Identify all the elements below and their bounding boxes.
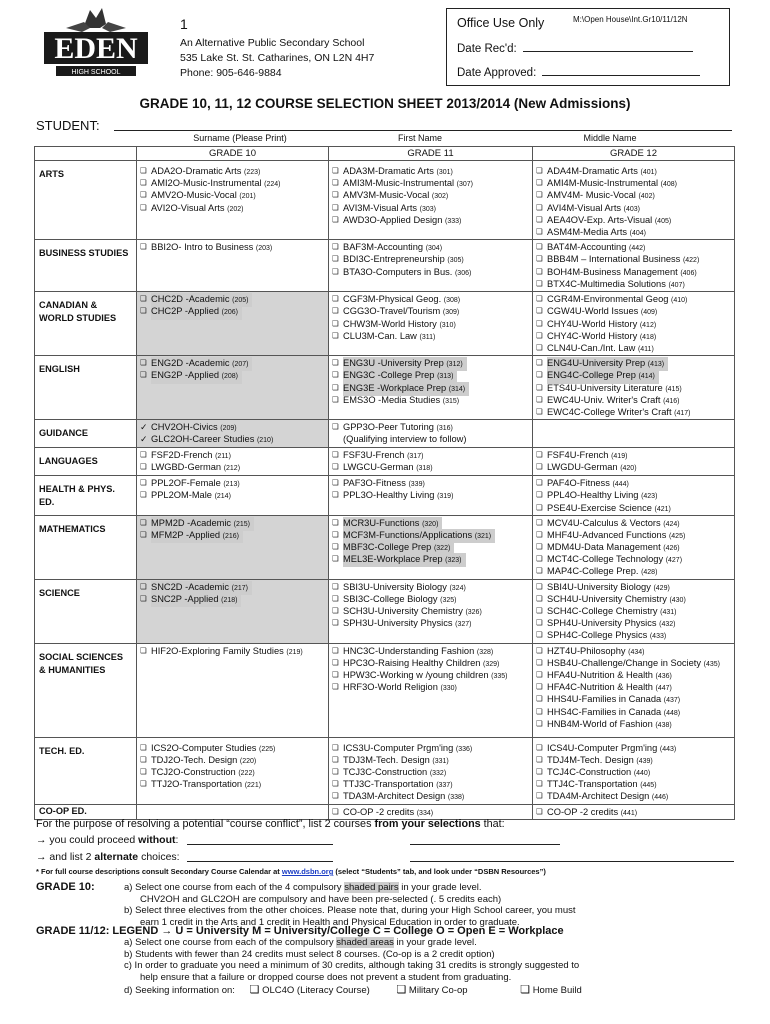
subject-label: ENGLISH xyxy=(35,356,137,420)
alternate-label: → and list 2 alternate choices: xyxy=(36,851,180,863)
course-cell-g10 xyxy=(137,579,329,643)
course-option[interactable]: ✓ GLC2OH-Career Studies (210) xyxy=(140,433,325,445)
course-option[interactable]: ❏ ADA4M-Dramatic Arts (401) xyxy=(536,165,731,177)
course-cell-g10 xyxy=(137,737,329,804)
course-option[interactable]: ❏ TCJ3C-Construction (332) xyxy=(332,766,529,778)
military-coop-checkbox[interactable]: ❏ xyxy=(396,984,407,996)
course-row xyxy=(35,579,735,643)
course-option[interactable]: ❏ PAF4O-Fitness (444) xyxy=(536,477,731,489)
subject-label: BUSINESS STUDIES xyxy=(35,240,137,292)
course-option[interactable]: ❏ MCT4C-College Technology (427) xyxy=(536,553,731,565)
subject-label: HEALTH & PHYS. ED. xyxy=(35,476,137,516)
course-option[interactable]: ❏ AEA4OV-Exp. Arts-Visual (405) xyxy=(536,214,731,226)
subject-label: LANGUAGES xyxy=(35,448,137,476)
course-option[interactable]: ❏ MCV4U-Calculus & Vectors (424) xyxy=(536,517,731,529)
course-option[interactable]: ❏ SNC2P -Applied (218) xyxy=(140,593,325,605)
course-option[interactable]: ❏ SCH3U-University Chemistry (326) xyxy=(332,605,529,617)
course-option[interactable]: ❏ PAF3O-Fitness (339) xyxy=(332,477,529,489)
course-option[interactable]: ❏ GPP3O-Peer Tutoring (316) xyxy=(332,421,529,433)
course-option[interactable]: ❏ FSF3U-French (317) xyxy=(332,449,529,461)
course-option[interactable]: ❏ HRF3O-World Religion (330) xyxy=(332,681,529,693)
course-option[interactable]: ❏ ENG3U -University Prep (312) xyxy=(332,357,529,369)
svg-text:HIGH SCHOOL: HIGH SCHOOL xyxy=(71,69,121,76)
course-option[interactable]: ❏ TTJ2O-Transportation (221) xyxy=(140,778,325,790)
grade10-instructions: a) Select one course from each of the 4 compulsory shaded pairs in your grade level. CHV2OH and GLC2OH are compulsory and have been pre-selected (. 5 credits each) b) Select three electives from the other choices. Please note that, during your High School career, you must earn 1 credit in the Arts and 1 credit in Health and Physical Education in order to graduate. xyxy=(124,882,576,928)
student-label: STUDENT: xyxy=(36,118,100,133)
course-option[interactable]: ❏ SNC2D -Academic (217) xyxy=(140,581,325,593)
course-cell-g11 xyxy=(329,161,533,240)
course-cell-g11 xyxy=(329,476,533,516)
course-cell-g10 xyxy=(137,292,329,356)
course-option[interactable]: ❏ CO-OP -2 credits (334) xyxy=(332,806,529,818)
course-option[interactable]: ❏ ICS4U-Computer Prgm'ing (443) xyxy=(536,742,731,754)
course-option[interactable]: ❏ CHY4C-World History (418) xyxy=(536,330,731,342)
course-option[interactable]: ❏ SPH3U-University Physics (327) xyxy=(332,617,529,629)
student-name-field[interactable] xyxy=(114,130,732,131)
course-row xyxy=(35,448,735,476)
course-option[interactable]: ❏ HPC3O-Raising Healthy Children (329) xyxy=(332,657,529,669)
course-option[interactable]: ❏ MDM4U-Data Management (426) xyxy=(536,541,731,553)
course-option[interactable]: ❏ HFA4C-Nutrition & Health (447) xyxy=(536,681,731,693)
course-option[interactable]: ❏ HPW3C-Working w /young children (335) xyxy=(332,669,529,681)
course-option[interactable]: ❏ TTJ4C-Transportation (445) xyxy=(536,778,731,790)
course-row xyxy=(35,515,735,579)
course-option[interactable]: ❏ TCJ2O-Construction (222) xyxy=(140,766,325,778)
course-option[interactable]: ❏ MPM2D -Academic (215) xyxy=(140,517,325,529)
course-option[interactable]: ❏ SBI3U-University Biology (324) xyxy=(332,581,529,593)
course-option[interactable]: ❏ MFM2P -Applied (216) xyxy=(140,529,325,541)
subject-label: ARTS xyxy=(35,161,137,240)
course-option[interactable]: (Qualifying interview to follow) xyxy=(343,434,467,445)
course-row xyxy=(35,737,735,804)
course-option[interactable]: ❏ TDA3M-Architect Design (338) xyxy=(332,790,529,802)
course-option[interactable]: ❏ EMS3O -Media Studies (315) xyxy=(332,394,529,406)
course-option[interactable]: ❏ FSF2D-French (211) xyxy=(140,449,325,461)
course-option[interactable]: ❏ BDI3C-Entrepreneurship (305) xyxy=(332,253,529,265)
course-option[interactable]: ❏ EWC4C-College Writer's Craft (417) xyxy=(536,406,731,418)
course-option[interactable]: ❏ ICS3U-Computer Prgm'ing (336) xyxy=(332,742,529,754)
course-option[interactable]: ❏ ENG4U-University Prep (413) xyxy=(536,357,731,369)
alternate-line-1[interactable] xyxy=(187,861,333,862)
course-option[interactable]: ❏ AVI4M-Visual Arts (403) xyxy=(536,202,731,214)
course-option[interactable]: ✓ CHV2OH-Civics (209) xyxy=(140,421,325,433)
course-option[interactable]: ❏ LWGBD-German (212) xyxy=(140,461,325,473)
alternate-line-2[interactable] xyxy=(410,861,734,862)
course-cell-g11 xyxy=(329,240,533,292)
course-option[interactable]: ❏ CHW3M-World History (310) xyxy=(332,318,529,330)
course-row xyxy=(35,643,735,737)
grade-header: GRADE 11 xyxy=(329,147,533,161)
course-option[interactable]: ❏ TDJ3M-Tech. Design (331) xyxy=(332,754,529,766)
grade11-instructions: a) Select one course from each of the compulsory shaded areas in your grade level. b) Students with fewer than 24 credits must select 8 courses. (Co-op is a 2 credit option) c) In order to graduate you need a minimum of 30 credits, although taking 31 credits is strongly suggested to help ensure that a failure or dropped course does not prevent a student from graduating. d) Seeking information on: ❏ OLC4O (Literacy Course) ❏ Military Co-op ❏ Home Build xyxy=(124,937,582,996)
course-cell-g11 xyxy=(329,420,533,448)
course-option[interactable]: ❏ BBI2O- Intro to Business (203) xyxy=(140,241,325,253)
eden-logo xyxy=(26,6,166,78)
dsbn-link[interactable]: www.dsbn.org xyxy=(281,867,334,876)
course-cell-g11 xyxy=(329,643,533,737)
first-name-caption: First Name xyxy=(397,133,442,143)
course-option[interactable]: ❏ CGG3O-Travel/Tourism (309) xyxy=(332,305,529,317)
course-option[interactable]: ❏ BTA3O-Computers in Bus. (306) xyxy=(332,266,529,278)
course-option[interactable]: ❏ ADA3M-Dramatic Arts (301) xyxy=(332,165,529,177)
course-row xyxy=(35,420,735,448)
course-option[interactable]: ❏ BTX4C-Multimedia Solutions (407) xyxy=(536,278,731,290)
course-option[interactable]: ❏ HHS4C-Families in Canada (448) xyxy=(536,706,731,718)
course-cell-g12 xyxy=(533,579,735,643)
course-cell-g12 xyxy=(533,240,735,292)
course-option[interactable]: ❏ ETS4U-University Literature (415) xyxy=(536,382,731,394)
without-label: → you could proceed without: xyxy=(36,834,179,846)
school-address: An Alternative Public Secondary School 535 Lake St. St. Catharines, ON L2N 4H7 Phone: 905-646-9884 xyxy=(180,37,375,79)
course-cell-g11 xyxy=(329,515,533,579)
course-option[interactable]: ❏ ENG3E -Workplace Prep (314) xyxy=(332,382,529,394)
course-option[interactable]: ❏ HIF2O-Exploring Family Studies (219) xyxy=(140,645,325,657)
course-option[interactable]: ❏ MCR3U-Functions (320) xyxy=(332,517,529,529)
course-option[interactable]: ❏ AMV3M-Music-Vocal (302) xyxy=(332,189,529,201)
course-cell-g12 xyxy=(533,476,735,516)
course-option[interactable]: ❏ ASM4M-Media Arts (404) xyxy=(536,226,731,238)
legend: GRADE 11/12: LEGEND → U = University M = University/College C = College O = Open E = Workplace xyxy=(36,925,564,937)
course-option[interactable]: ❏ CLN4U-Can./Int. Law (411) xyxy=(536,342,731,354)
subject-label: CO-OP ED. xyxy=(35,804,137,819)
conflict-instructions: For the purpose of resolving a potential “course conflict”, list 2 courses from your selections that: xyxy=(36,818,505,830)
course-row xyxy=(35,356,735,420)
course-option[interactable]: ❏ ENG2P -Applied (208) xyxy=(140,369,325,381)
course-option[interactable]: ❏ MEL3E-Workplace Prep (323) xyxy=(332,553,529,565)
subject-label: SCIENCE xyxy=(35,579,137,643)
office-use-box: Office Use Only M:\Open House\Int.Gr10/11/12N Date Rec'd: Date Approved: xyxy=(446,8,730,86)
course-option[interactable]: ❏ AWD3O-Applied Design (333) xyxy=(332,214,529,226)
course-row xyxy=(35,292,735,356)
course-option[interactable]: ❏ AMI3M-Music-Instrumental (307) xyxy=(332,177,529,189)
course-option[interactable]: ❏ CGW4U-World Issues (409) xyxy=(536,305,731,317)
middle-name-caption: Middle Name xyxy=(583,133,637,143)
course-cell-g11 xyxy=(329,448,533,476)
course-option[interactable]: ❏ CO-OP -2 credits (441) xyxy=(536,806,731,818)
course-option[interactable]: ❏ AMV4M- Music-Vocal (402) xyxy=(536,189,731,201)
course-cell-g10 xyxy=(137,643,329,737)
course-cell-g10 xyxy=(137,515,329,579)
course-option[interactable]: ❏ PPL4O-Healthy Living (423) xyxy=(536,489,731,501)
course-cell-g10 xyxy=(137,240,329,292)
course-cell-g12 xyxy=(533,420,735,448)
course-cell-g11 xyxy=(329,292,533,356)
course-option[interactable]: ❏ LWGDU-German (420) xyxy=(536,461,731,473)
course-option[interactable]: ❏ CHC2P -Applied (206) xyxy=(140,305,325,317)
grade-header: GRADE 10 xyxy=(137,147,329,161)
course-option[interactable]: ❏ PSE4U-Exercise Science (421) xyxy=(536,502,731,514)
course-cell-g12 xyxy=(533,292,735,356)
course-option[interactable]: ❏ CHC2D -Academic (205) xyxy=(140,293,325,305)
course-cell-g10 xyxy=(137,161,329,240)
course-option[interactable]: ❏ HFA4U-Nutrition & Health (436) xyxy=(536,669,731,681)
course-cell-g10 xyxy=(137,420,329,448)
svg-text:EDEN: EDEN xyxy=(54,32,138,65)
grade-header: GRADE 12 xyxy=(533,147,735,161)
course-option[interactable]: ❏ BOH4M-Business Management (406) xyxy=(536,266,731,278)
course-option[interactable]: ❏ AVI2O-Visual Arts (202) xyxy=(140,202,325,214)
grid-corner xyxy=(35,147,137,161)
course-option[interactable]: ❏ SPH4U-University Physics (432) xyxy=(536,617,731,629)
course-option[interactable]: ❏ CGR4M-Environmental Geog (410) xyxy=(536,293,731,305)
course-option[interactable]: ❏ LWGCU-German (318) xyxy=(332,461,529,473)
course-option[interactable]: ❏ PPL3O-Healthy Living (319) xyxy=(332,489,529,501)
without-line-1[interactable] xyxy=(187,844,333,845)
course-option[interactable]: ❏ PPL2OM-Male (214) xyxy=(140,489,325,501)
course-option[interactable]: ❏ CHY4U-World History (412) xyxy=(536,318,731,330)
course-option[interactable]: ❏ CLU3M-Can. Law (311) xyxy=(332,330,529,342)
course-cell-g12 xyxy=(533,737,735,804)
date-recd-line[interactable] xyxy=(523,43,693,52)
subject-label: SOCIAL SCIENCES & HUMANITIES xyxy=(35,643,137,737)
course-option[interactable]: ❏ MCF3M-Functions/Applications (321) xyxy=(332,529,529,541)
course-option[interactable]: ❏ ENG2D -Academic (207) xyxy=(140,357,325,369)
page-title: GRADE 10, 11, 12 COURSE SELECTION SHEET 2013/2014 (New Admissions) xyxy=(139,96,631,111)
course-cell-g11 xyxy=(329,579,533,643)
course-cell-g11 xyxy=(329,737,533,804)
course-option[interactable]: ❏ AMI2O-Music-Instrumental (224) xyxy=(140,177,325,189)
course-option[interactable]: ❏ SCH4U-University Chemistry (430) xyxy=(536,593,731,605)
course-cell-g12 xyxy=(533,515,735,579)
course-option[interactable]: ❏ AVI3M-Visual Arts (303) xyxy=(332,202,529,214)
course-option[interactable]: ❏ AMI4M-Music-Instrumental (408) xyxy=(536,177,731,189)
subject-label: CANADIAN & WORLD STUDIES xyxy=(35,292,137,356)
subject-label: TECH. ED. xyxy=(35,737,137,804)
subject-label: MATHEMATICS xyxy=(35,515,137,579)
course-option[interactable]: ❏ TCJ4C-Construction (440) xyxy=(536,766,731,778)
course-option[interactable]: ❏ EWC4U-Univ. Writer's Craft (416) xyxy=(536,394,731,406)
home-build-checkbox[interactable]: ❏ xyxy=(520,984,531,996)
page-number: 1 xyxy=(180,16,188,32)
course-option[interactable]: ❏ TTJ3C-Transportation (337) xyxy=(332,778,529,790)
course-cell-g12 xyxy=(533,356,735,420)
course-option[interactable]: ❏ TDA4M-Architect Design (446) xyxy=(536,790,731,802)
course-cell-g12 xyxy=(533,804,735,819)
course-cell-g12 xyxy=(533,643,735,737)
course-row xyxy=(35,240,735,292)
date-approved-line[interactable] xyxy=(542,67,700,76)
course-option[interactable]: ❏ BAF3M-Accounting (304) xyxy=(332,241,529,253)
course-option[interactable]: ❏ FSF4U-French (419) xyxy=(536,449,731,461)
course-row xyxy=(35,476,735,516)
course-cell-g10 xyxy=(137,476,329,516)
course-option[interactable]: ❏ HNC3C-Understanding Fashion (328) xyxy=(332,645,529,657)
course-option[interactable]: ❏ TDJ2O-Tech. Design (220) xyxy=(140,754,325,766)
course-option[interactable]: ❏ HNB4M-World of Fashion (438) xyxy=(536,718,731,730)
course-option[interactable]: ❏ MAP4C-College Prep. (428) xyxy=(536,565,731,577)
course-option[interactable]: ❏ ICS2O-Computer Studies (225) xyxy=(140,742,325,754)
course-option[interactable]: ❏ SCH4C-College Chemistry (431) xyxy=(536,605,731,617)
course-option[interactable]: ❏ HHS4U-Families in Canada (437) xyxy=(536,693,731,705)
grade10-label: GRADE 10: xyxy=(36,881,95,893)
course-option[interactable]: ❏ ENG3C -College Prep (313) xyxy=(332,369,529,381)
subject-label: GUIDANCE xyxy=(35,420,137,448)
calendar-note: * For full course descriptions consult Secondary Course Calendar at www.dsbn.org (select “Students” tab, and look under “DSBN Resources”) xyxy=(36,867,546,876)
course-cell-g10 xyxy=(137,448,329,476)
course-row xyxy=(35,161,735,240)
surname-caption: Surname (Please Print) xyxy=(193,133,287,143)
course-option[interactable]: ❏ ADA2O-Dramatic Arts (223) xyxy=(140,165,325,177)
course-cell-g12 xyxy=(533,161,735,240)
course-option[interactable]: ❏ CGF3M-Physical Geog. (308) xyxy=(332,293,529,305)
course-option[interactable]: ❏ MBF3C-College Prep (322) xyxy=(332,541,529,553)
course-cell-g10 xyxy=(137,356,329,420)
course-option[interactable]: ❏ SPH4C-College Physics (433) xyxy=(536,629,731,641)
course-grid xyxy=(34,146,735,820)
course-option[interactable]: ❏ BBB4M – International Business (422) xyxy=(536,253,731,265)
course-option[interactable]: ❏ BAT4M-Accounting (442) xyxy=(536,241,731,253)
course-option[interactable]: ❏ SBI4U-University Biology (429) xyxy=(536,581,731,593)
course-option[interactable]: ❏ TDJ4M-Tech. Design (439) xyxy=(536,754,731,766)
course-option[interactable]: ❏ ENG4C-College Prep (414) xyxy=(536,369,731,381)
course-option[interactable]: ❏ MHF4U-Advanced Functions (425) xyxy=(536,529,731,541)
course-option[interactable]: ❏ SBI3C-College Biology (325) xyxy=(332,593,529,605)
course-option[interactable]: ❏ HZT4U-Philosophy (434) xyxy=(536,645,731,657)
without-line-2[interactable] xyxy=(410,844,560,845)
course-option[interactable]: ❏ HSB4U-Challenge/Change in Society (435) xyxy=(536,657,731,669)
olc4o-checkbox[interactable]: ❏ xyxy=(249,984,260,996)
course-option[interactable]: ❏ PPL2OF-Female (213) xyxy=(140,477,325,489)
course-cell-g12 xyxy=(533,448,735,476)
course-option[interactable]: ❏ AMV2O-Music-Vocal (201) xyxy=(140,189,325,201)
course-cell-g11 xyxy=(329,356,533,420)
